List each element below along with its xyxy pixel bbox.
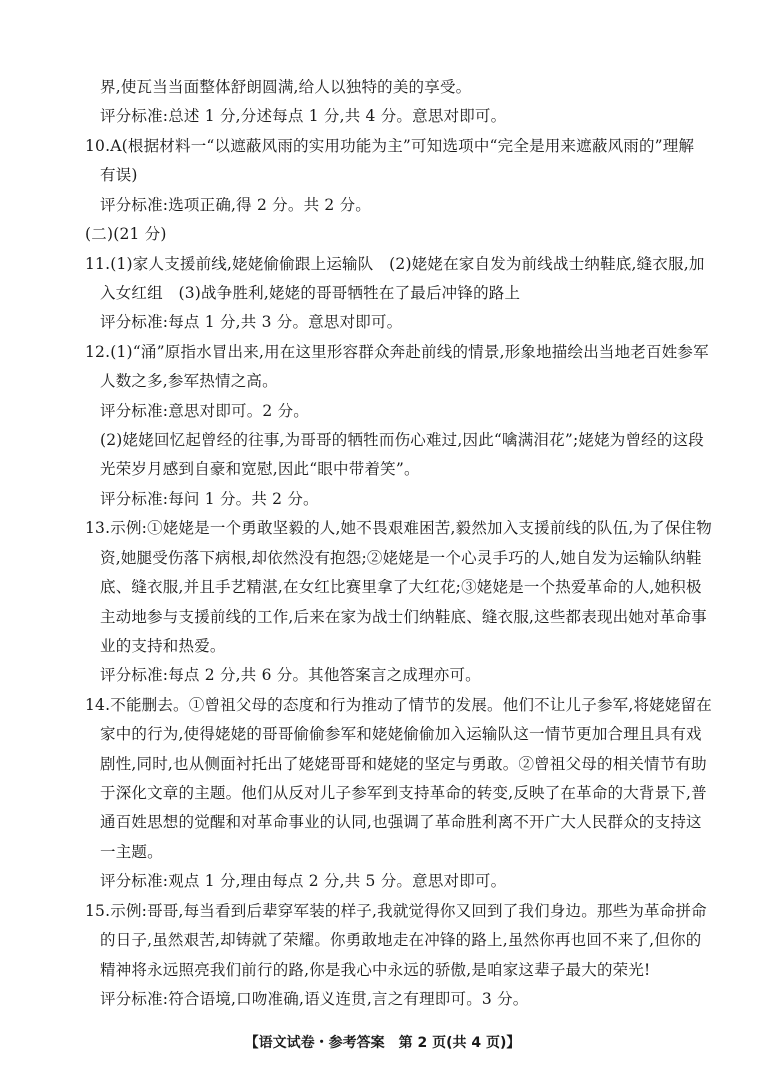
text-line: 于深化文章的主题。他们从反对儿子参军到支持革命的转变,反映了在革命的大背景下,普 xyxy=(100,784,707,802)
scoring-line: 评分标准:总述 1 分,分述每点 1 分,共 4 分。意思对即可。 xyxy=(100,107,507,125)
scoring-line: 评分标准:观点 1 分,理由每点 2 分,共 5 分。意思对即可。 xyxy=(100,872,507,890)
section-heading: (二)(21 分) xyxy=(85,225,167,243)
text-line: 有误) xyxy=(100,166,138,184)
text-line: 主动地参与支援前线的工作,后来在家为战士们纳鞋底、缝衣服,这些都表现出她对革命事 xyxy=(100,608,707,626)
scoring-line: 评分标准:符合语境,口吻准确,语义连贯,言之有理即可。3 分。 xyxy=(100,990,529,1008)
page-footer: 【语文试卷・参考答案 第 2 页(共 4 页)】 xyxy=(244,1035,521,1051)
scoring-line: 评分标准:选项正确,得 2 分。共 2 分。 xyxy=(100,196,371,214)
scoring-line: 评分标准:意思对即可。2 分。 xyxy=(100,402,310,420)
scoring-line: 评分标准:每问 1 分。共 2 分。 xyxy=(100,490,319,508)
scoring-line: 评分标准:每点 1 分,共 3 分。意思对即可。 xyxy=(100,313,403,331)
text-line: 底、缝衣服,并且手艺精湛,在女红比赛里拿了大红花;③姥姥是一个热爱革命的人,她积极 xyxy=(100,578,702,596)
text-line: 精神将永远照亮我们前行的路,你是我心中永远的骄傲,是咱家这辈子最大的荣光! xyxy=(100,961,651,979)
text-line: 光荣岁月感到自豪和宽慰,因此“眼中带着笑”。 xyxy=(100,460,420,478)
question-15: 15.示例:哥哥,每当看到后辈穿军装的样子,我就觉得你又回到了我们身边。那些为革命拼命 xyxy=(85,902,707,920)
scoring-line: 评分标准:每点 2 分,共 6 分。其他答案言之成理亦可。 xyxy=(100,666,481,684)
question-10: 10.A(根据材料一“以遮蔽风雨的实用功能为主”可知选项中“完全是用来遮蔽风雨的”理解 xyxy=(85,137,695,155)
text-line: 通百姓思想的觉醒和对革命事业的认同,也强调了革命胜利离不开广大人民群众的支持这 xyxy=(100,813,702,831)
text-line: 入女红组 (3)战争胜利,姥姥的哥哥牺牲在了最后冲锋的路上 xyxy=(100,284,521,302)
text-line: 的日子,虽然艰苦,却铸就了荣耀。你勇敢地走在冲锋的路上,虽然你再也回不来了,但你的 xyxy=(100,931,702,949)
question-14: 14.不能删去。①曾祖父母的态度和行为推动了情节的发展。他们不让儿子参军,将姥姥留在 xyxy=(85,696,712,714)
text-line: 一主题。 xyxy=(100,843,163,861)
question-11: 11.(1)家人支援前线,姥姥偷偷跟上运输队 (2)姥姥在家自发为前线战士纳鞋底,缝衣服,加 xyxy=(85,255,705,273)
text-line: 家中的行为,使得姥姥的哥哥偷偷参军和姥姥偷偷加入运输队这一情节更加合理且具有戏 xyxy=(100,725,702,743)
question-13: 13.示例:①姥姥是一个勇敢坚毅的人,她不畏艰难困苦,毅然加入支援前线的队伍,为了保住物 xyxy=(85,519,712,537)
text-line: 业的支持和热爱。 xyxy=(100,637,226,655)
text-line: (2)姥姥回忆起曾经的往事,为哥哥的牺牲而伤心难过,因此“噙满泪花”;姥姥为曾经的这段 xyxy=(100,431,704,449)
question-12: 12.(1)“涌”原指水冒出来,用在这里形容群众奔赴前线的情景,形象地描绘出当地老百姓参军 xyxy=(85,343,709,361)
text-line: 资,她腿受伤落下病根,却依然没有抱怨;②姥姥是一个心灵手巧的人,她自发为运输队纳鞋 xyxy=(100,549,702,567)
text-line: 剧性,同时,也从侧面衬托出了姥姥哥哥和姥姥的坚定与勇敢。②曾祖父母的相关情节有助 xyxy=(100,755,707,773)
text-line: 界,使瓦当当面整体舒朗圆满,给人以独特的美的享受。 xyxy=(100,78,472,96)
text-line: 人数之多,参军热情之高。 xyxy=(100,372,278,390)
